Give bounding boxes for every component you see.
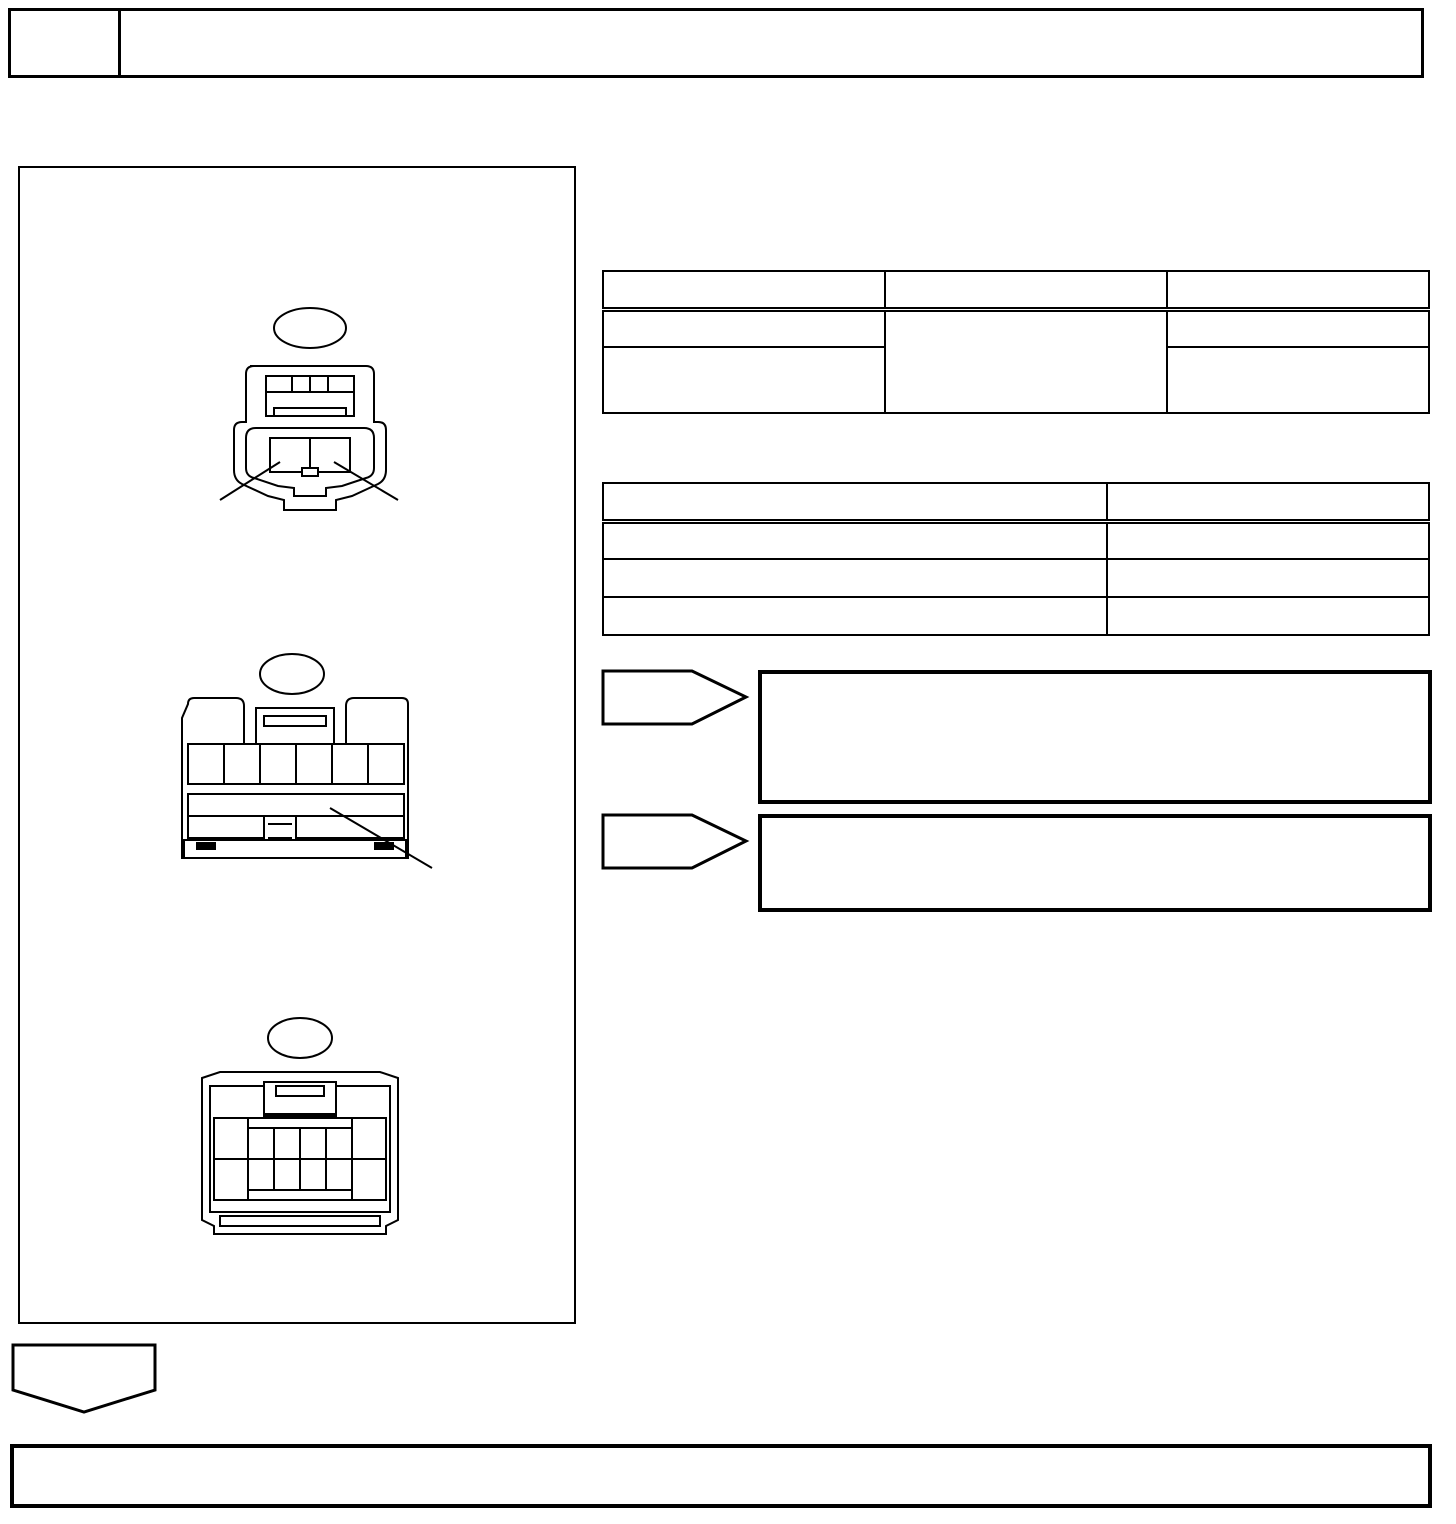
column-header <box>1167 271 1429 309</box>
tester-connection-cell <box>603 309 885 347</box>
step-number <box>11 11 121 75</box>
connector-illustration <box>18 166 576 1324</box>
d7-code-ellipse <box>260 654 324 694</box>
branch-c-action <box>758 814 1432 912</box>
d16-code-ellipse <box>274 308 346 348</box>
result-cell <box>603 521 1107 559</box>
ir-connector <box>180 1016 420 1244</box>
step-header <box>8 8 1424 78</box>
proceed-cell <box>1107 559 1429 597</box>
specified-condition-cell <box>1167 347 1429 413</box>
instruction-b <box>602 150 1432 230</box>
column-header <box>603 483 1107 521</box>
table-row <box>603 521 1429 559</box>
instruction-a <box>602 92 1432 132</box>
proceed-cell <box>1107 521 1429 559</box>
result-cell <box>603 597 1107 635</box>
ir-code-ellipse <box>268 1018 332 1058</box>
d7-connector <box>170 648 500 888</box>
result-cell <box>603 559 1107 597</box>
table-row <box>603 597 1429 635</box>
column-header <box>603 271 885 309</box>
specified-condition-cell <box>1167 309 1429 347</box>
resistance-table <box>602 270 1430 414</box>
table-row <box>603 559 1429 597</box>
proceed-cell <box>1107 597 1429 635</box>
branch-b-action <box>758 670 1432 804</box>
branch-a-action <box>10 1444 1432 1508</box>
branch-c-arrow-icon <box>600 812 752 872</box>
tester-connection-cell <box>603 347 885 413</box>
table-row <box>603 309 1429 347</box>
d16-connector <box>130 304 490 524</box>
result-table <box>602 482 1430 636</box>
branch-b-arrow-icon <box>600 668 752 728</box>
column-header <box>1107 483 1429 521</box>
condition-cell <box>885 309 1167 413</box>
branch-a-arrow-icon <box>10 1342 160 1416</box>
column-header <box>885 271 1167 309</box>
